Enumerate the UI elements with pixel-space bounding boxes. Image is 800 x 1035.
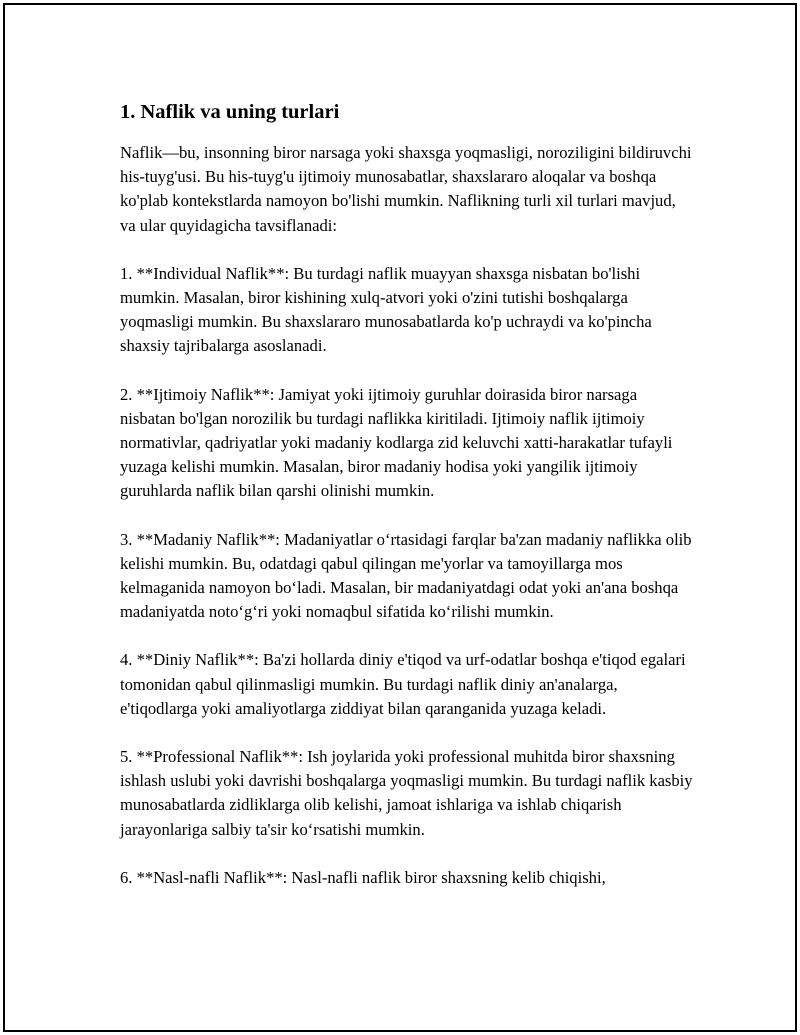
intro-paragraph: Naflik—bu, insonning biror narsaga yoki shaxsga yoqmasligi, noroziligini bildiruvchi his-tuyg'usi. Bu his-tuyg'u ijtimoiy munosabatlar, shaxslararo aloqalar va boshqa ko'plab kontekstlarda namoyon bo'lishi mumkin. Naflikning turli xil turlari mavjud, va ular quyidagicha tavsiflanadi: bbox=[120, 143, 692, 235]
paragraph-religious: 4. **Diniy Naflik**: Ba'zi hollarda diniy e'tiqod va urf-odatlar boshqa e'tiqod egalari tomonidan qabul qilinmasligi mumkin. Bu turdagi naflik diniy an'analarga, e'tiqodlarga yoki amaliyotlarga ziddiyat bilan qaranganida yuzaga keladi. bbox=[120, 650, 686, 718]
document-body bbox=[120, 97, 695, 914]
paragraph-individual: 1. **Individual Naflik**: Bu turdagi naflik muayyan shaxsga nisbatan bo'lishi mumkin. Masalan, biror kishining xulq-atvori yoki o'zini tutishi boshqalarga yoqmasligi mumkin. Bu shaxslararo munosabatlarda ko'p uchraydi va ko'pincha shaxsiy tajribalarga asoslanadi. bbox=[120, 263, 652, 356]
paragraph-lineage: 6. **Nasl-nafli Naflik**: Nasl-nafli naflik biror shaxsning kelib chiqishi, bbox=[120, 867, 606, 887]
paragraph-professional: 5. **Professional Naflik**: Ish joylarida yoki professional muhitda biror shaxsning ishlash uslubi yoki davrishi boshqalarga yoqmasligi mumkin. Bu turdagi naflik kasbiy munosabatlarda zidliklarga olib kelishi, jamoat ishlariga va ishlab chiqarish jarayonlariga salbiy ta'sir ko‘rsatishi mumkin. bbox=[120, 747, 693, 839]
paragraph-cultural: 3. **Madaniy Naflik**: Madaniyatlar o‘rtasidagi farqlar ba'zan madaniy naflikka olib kelishi mumkin. Bu, odatdagi qabul qilingan me'yorlar va tamoyillarga mos kelmaganida namoyon bo‘ladi. Masalan, bir madaniyatdagi odat yoki an'ana boshqa madaniyatda noto‘g‘ri yoki nomaqbul sifatida ko‘rilishi mumkin. bbox=[120, 529, 692, 622]
section-heading: 1. Naflik va uning turlari bbox=[120, 101, 340, 123]
paragraph-social: 2. **Ijtimoiy Naflik**: Jamiyat yoki ijtimoiy guruhlar doirasida biror narsaga nisbatan bo'lgan norozilik bu turdagi naflikka kiritiladi. Ijtimoiy naflik ijtimoiy normativlar, qadriyatlar yoki madaniy kodlarga zid keluvchi xatti-harakatlar tufayli yuzaga kelishi mumkin. Masalan, biror madaniy hodisa yoki yangilik ijtimoiy guruhlarda naflik bilan qarshi olinishi mumkin. bbox=[120, 384, 673, 501]
document-page bbox=[3, 3, 797, 1032]
